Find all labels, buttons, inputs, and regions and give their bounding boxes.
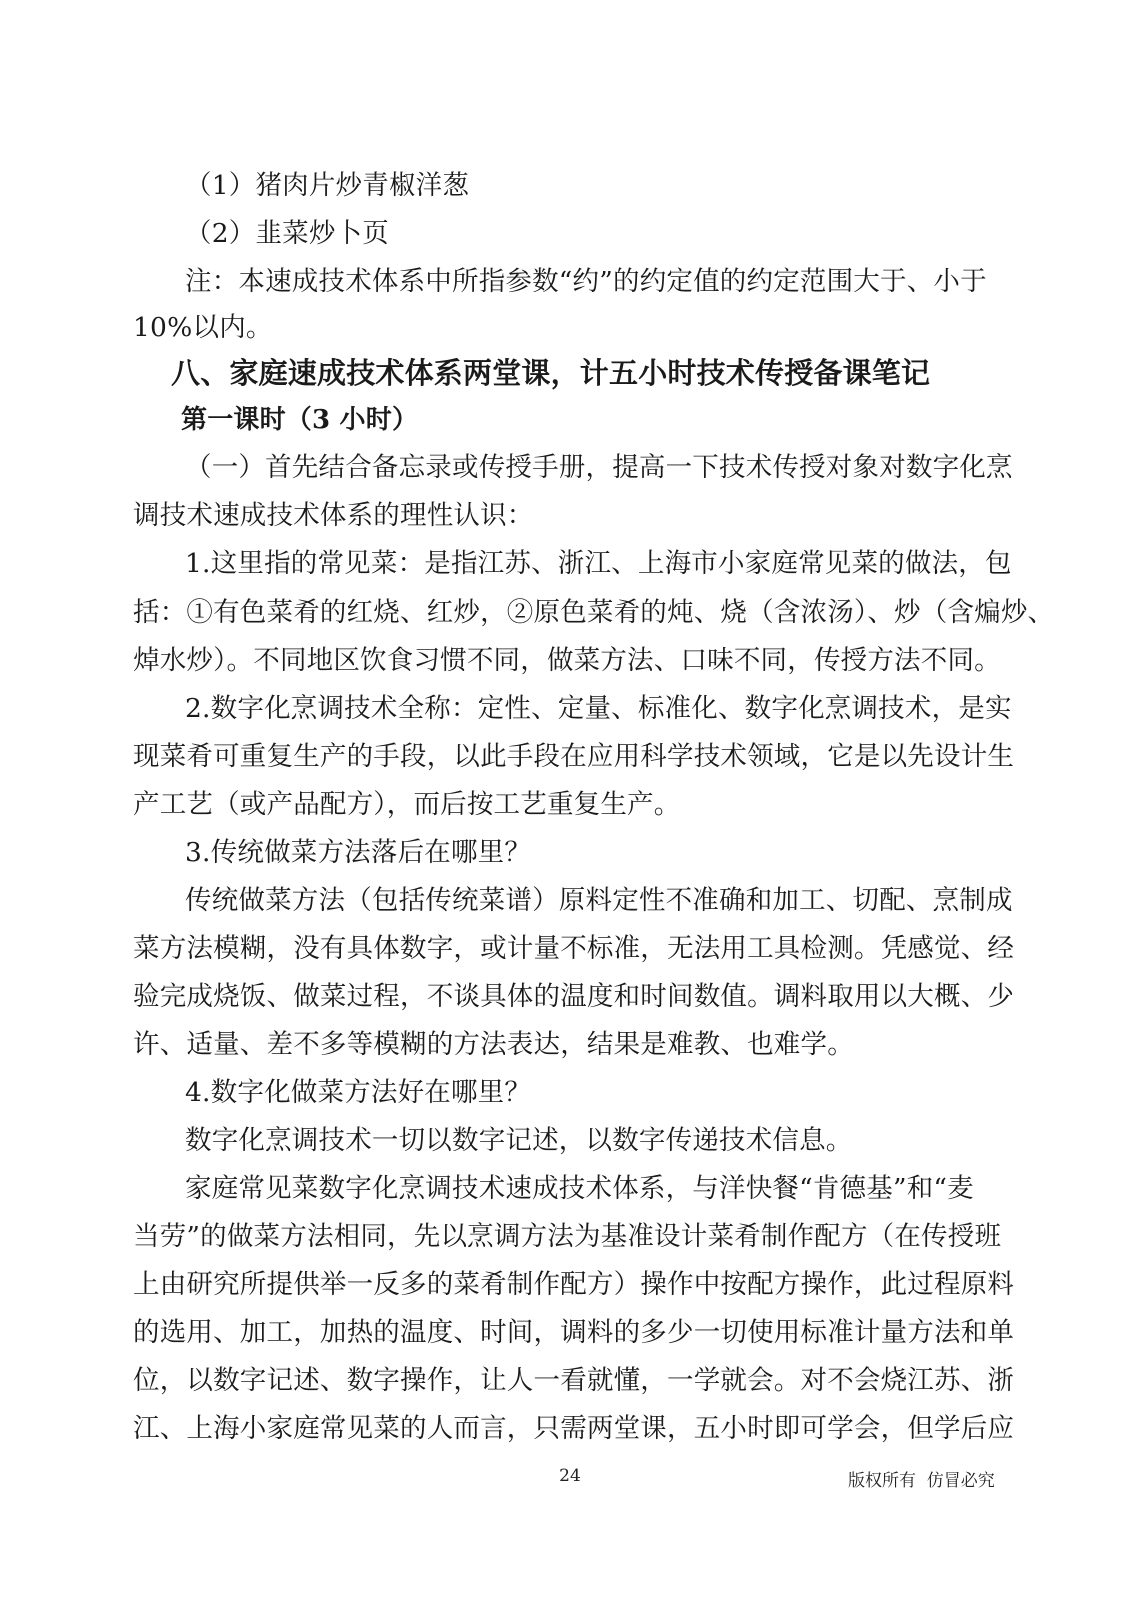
point2-line-1: 2.数字化烹调技术全称：定性、定量、标准化、数字化烹调技术，是实 bbox=[185, 693, 1012, 724]
point3-line-2: 菜方法模糊，没有具体数字，或计量不标准，无法用工具检测。凭感觉、经 bbox=[133, 933, 1015, 964]
point4-line-6: 位，以数字记述、数字操作，让人一看就懂，一学就会。对不会烧江苏、浙 bbox=[133, 1365, 1015, 1396]
point4-line-5: 的选用、加工，加热的温度、时间，调料的多少一切使用标准计量方法和单 bbox=[133, 1317, 1015, 1348]
point1-line-3: 焯水炒）。不同地区饮食习惯不同，做菜方法、口味不同，传授方法不同。 bbox=[133, 645, 1001, 676]
point2-line-2: 现菜肴可重复生产的手段，以此手段在应用科学技术领域，它是以先设计生 bbox=[133, 741, 1015, 772]
point3-line-1: 传统做菜方法（包括传统菜谱）原料定性不准确和加工、切配、烹制成 bbox=[185, 885, 1013, 916]
point1-line-1: 1.这里指的常见菜：是指江苏、浙江、上海市小家庭常见菜的做法，包 bbox=[185, 548, 1012, 579]
page-number: 24 bbox=[559, 1466, 581, 1486]
point4-line-1: 数字化烹调技术一切以数字记述，以数字传递技术信息。 bbox=[185, 1125, 853, 1156]
intro-line-1: （一）首先结合备忘录或传授手册，提高一下技术传授对象对数字化烹 bbox=[185, 452, 1013, 483]
point4-line-7: 江、上海小家庭常见菜的人而言，只需两堂课，五小时即可学会，但学后应 bbox=[133, 1413, 1015, 1444]
point4-title: 4.数字化做菜方法好在哪里？ bbox=[185, 1077, 532, 1108]
point4-line-3: 当劳”的做菜方法相同，先以烹调方法为基准设计菜肴制作配方（在传授班 bbox=[133, 1221, 1002, 1252]
copyright-notice: 版权所有 仿冒必究 bbox=[848, 1471, 995, 1491]
point3-line-4: 许、适量、差不多等模糊的方法表达，结果是难教、也难学。 bbox=[133, 1029, 854, 1060]
point4-line-2: 家庭常见菜数字化烹调技术速成技术体系，与洋快餐“肯德基”和“麦 bbox=[185, 1173, 974, 1204]
section-heading: 八、家庭速成技术体系两堂课，计五小时技术传授备课笔记 bbox=[171, 356, 931, 390]
lesson-heading: 第一课时（3 小时） bbox=[181, 405, 419, 435]
point3-line-3: 验完成烧饭、做菜过程，不谈具体的温度和时间数值。调料取用以大概、少 bbox=[133, 981, 1015, 1012]
intro-line-2: 调技术速成技术体系的理性认识： bbox=[133, 500, 534, 531]
point1-line-2: 括：①有色菜肴的红烧、红炒，②原色菜肴的炖、烧（含浓汤）、炒（含煸炒、 bbox=[133, 597, 1055, 628]
recipe-item-1: （1）猪肉片炒青椒洋葱 bbox=[185, 170, 470, 201]
point4-line-4: 上由研究所提供举一反多的菜肴制作配方）操作中按配方操作，此过程原料 bbox=[133, 1269, 1015, 1300]
point2-line-3: 产工艺（或产品配方），而后按工艺重复生产。 bbox=[133, 789, 681, 820]
recipe-item-2: （2）韭菜炒卜页 bbox=[185, 218, 389, 249]
point3-title: 3.传统做菜方法落后在哪里？ bbox=[185, 837, 532, 868]
note-line-2: 10%以内。 bbox=[133, 312, 273, 343]
note-line-1: 注：本速成技术体系中所指参数“约”的约定值的约定范围大于、小于 bbox=[185, 266, 987, 297]
